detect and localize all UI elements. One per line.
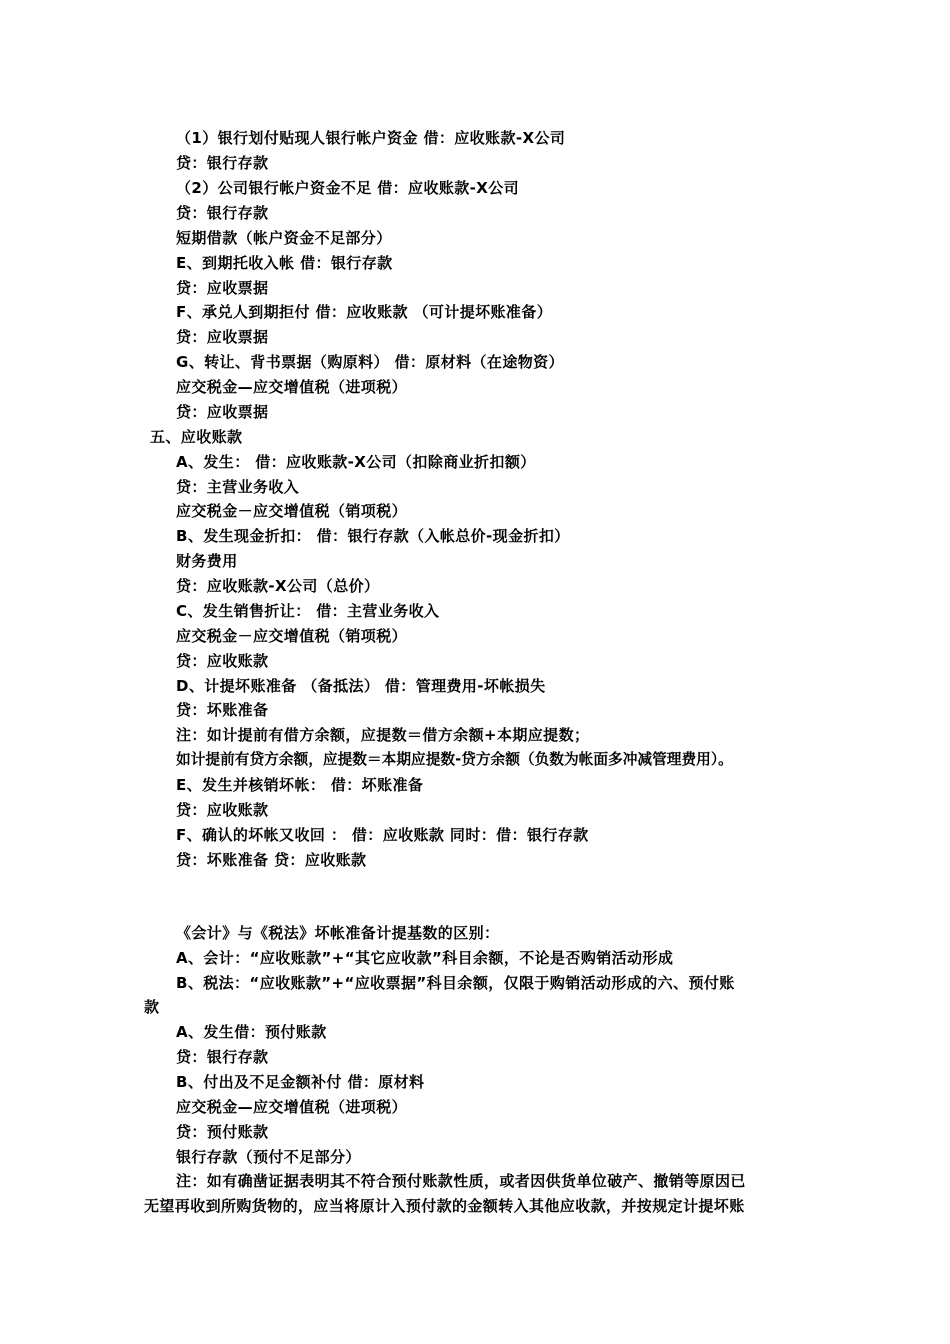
text-line: 应交税金—应交增值税（进项税） bbox=[176, 378, 408, 396]
text-line: 财务费用 bbox=[176, 552, 238, 570]
text-line: G、转让、背书票据（购原料） 借：原材料（在途物资） bbox=[176, 353, 564, 371]
text-line: 短期借款（帐户资金不足部分） bbox=[176, 229, 392, 247]
text-line: 应交税金－应交增值税（销项税） bbox=[176, 627, 408, 645]
text-line: E、到期托收入帐 借：银行存款 bbox=[176, 254, 393, 272]
text-line: C、发生销售折让： 借：主营业务收入 bbox=[176, 602, 440, 620]
text-line: 贷：银行存款 bbox=[176, 1048, 269, 1066]
text-line: 贷：应收账款 bbox=[176, 652, 269, 670]
text-line: A、发生： 借：应收账款-X公司（扣除商业折扣额） bbox=[176, 453, 536, 471]
text-line: 贷：坏账准备 bbox=[176, 701, 269, 719]
text-line: （1）银行划付贴现人银行帐户资金 借：应收账款-X公司 bbox=[176, 129, 566, 147]
text-line: 注：如计提前有借方余额，应提数＝借方余额+本期应提数； bbox=[176, 726, 590, 744]
text-line: 贷：应收账款-X公司（总价） bbox=[176, 577, 380, 595]
text-line: 贷：应收票据 bbox=[176, 328, 269, 346]
text-line: 无望再收到所购货物的，应当将原计入预付款的金额转入其他应收款，并按规定计提坏账 bbox=[144, 1197, 745, 1215]
text-line: 贷：应收票据 bbox=[176, 403, 269, 421]
text-line: 款 bbox=[144, 998, 160, 1016]
text-line: B、税法：“应收账款”+“应收票据”科目余额，仅限于购销活动形成的六、预付账 bbox=[176, 974, 735, 992]
text-line: 应交税金—应交增值税（进项税） bbox=[176, 1098, 408, 1116]
text-line: 应交税金－应交增值税（销项税） bbox=[176, 502, 408, 520]
text-line: F、承兑人到期拒付 借：应收账款 （可计提坏账准备） bbox=[176, 303, 553, 321]
text-line: 贷：主营业务收入 bbox=[176, 478, 300, 496]
text-line: 贷：应收票据 bbox=[176, 279, 269, 297]
text-line: （2）公司银行帐户资金不足 借：应收账款-X公司 bbox=[176, 179, 520, 197]
text-line: B、发生现金折扣： 借：银行存款（入帐总价-现金折扣） bbox=[176, 527, 570, 545]
text-line: A、发生借：预付账款 bbox=[176, 1023, 327, 1041]
text-line: E、发生并核销坏帐： 借：坏账准备 bbox=[176, 776, 424, 794]
text-line: B、付出及不足金额补付 借：原材料 bbox=[176, 1073, 425, 1091]
text-line: 贷：坏账准备 贷：应收账款 bbox=[176, 851, 367, 869]
text-line: 贷：银行存款 bbox=[176, 204, 269, 222]
text-line: 《会计》与《税法》坏帐准备计提基数的区别： bbox=[176, 924, 500, 942]
text-line: 注：如有确凿证据表明其不符合预付账款性质，或者因供货单位破产、撤销等原因已 bbox=[176, 1172, 746, 1190]
text-line: F、确认的坏帐又收回 ： 借：应收账款 同时：借：银行存款 bbox=[176, 826, 589, 844]
section-heading: 五、应收账款 bbox=[150, 428, 243, 446]
text-line: 如计提前有贷方余额，应提数＝本期应提数-贷方余额（负数为帐面多冲减管理费用）。 bbox=[176, 751, 733, 768]
text-line: A、会计：“应收账款”+“其它应收款”科目余额，不论是否购销活动形成 bbox=[176, 949, 674, 967]
text-line: D、计提坏账准备 （备抵法） 借：管理费用-坏帐损失 bbox=[176, 677, 546, 695]
text-line: 贷：应收账款 bbox=[176, 801, 269, 819]
text-line: 贷：预付账款 bbox=[176, 1123, 269, 1141]
text-line: 贷：银行存款 bbox=[176, 154, 269, 172]
text-line: 银行存款（预付不足部分） bbox=[176, 1148, 361, 1166]
